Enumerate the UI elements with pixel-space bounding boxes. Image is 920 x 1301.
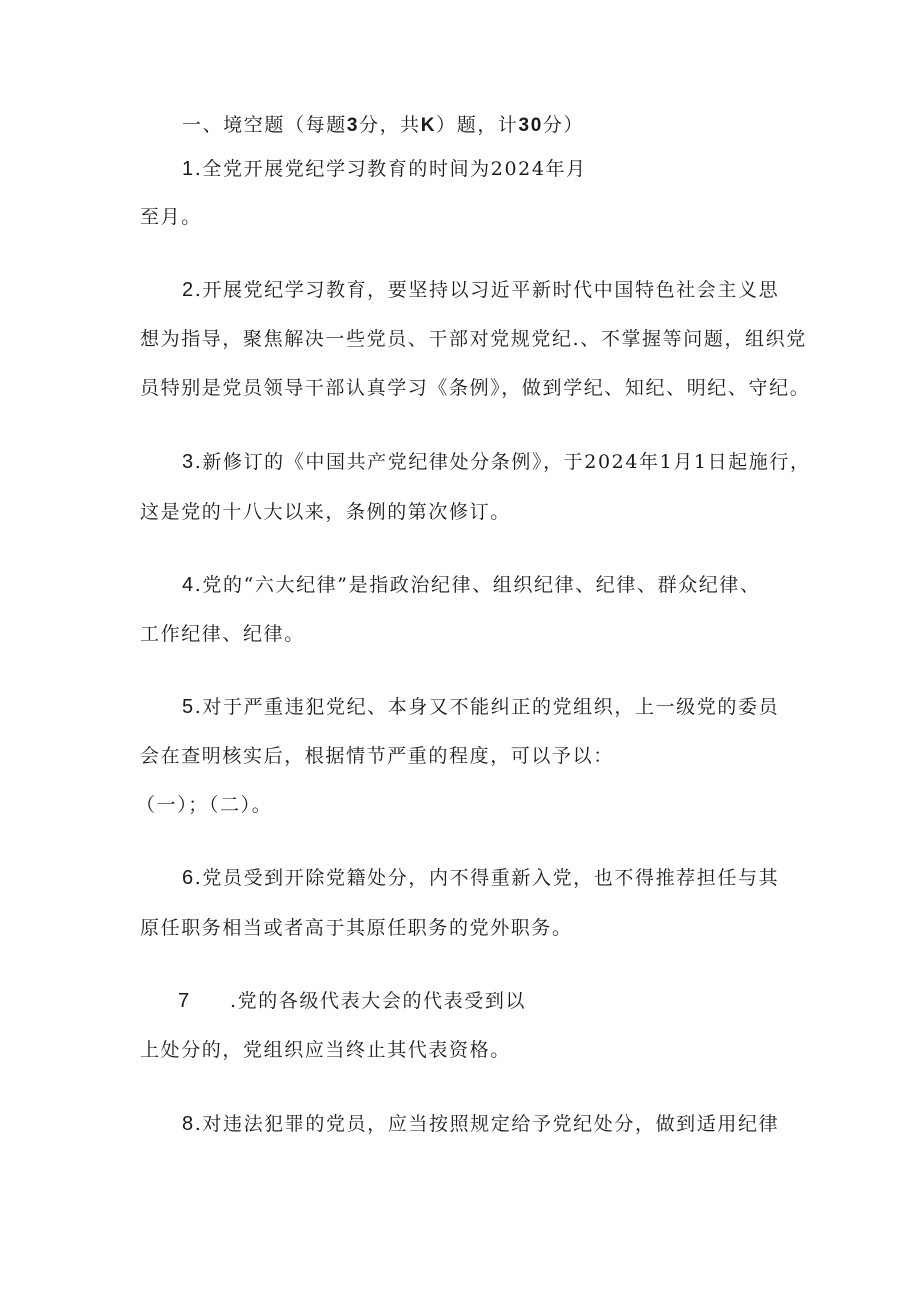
question-number: 2 [182,279,195,301]
heading-text-1: 一、境空题（每题 [182,114,347,136]
question-3-line-2: 这是党的十八大以来，条例的第次修订。 [140,501,511,523]
question-text: .对于严重违犯党纪、本身又不能纠正的党组织，上一级党的委员 [194,696,780,718]
question-number: 1 [182,158,195,180]
question-number: 6 [182,867,195,889]
heading-text-3: ）题，计 [436,114,519,136]
heading-text-2: 分，共 [358,114,421,136]
section-heading [182,113,584,138]
question-5-line-3: （一）；（二）。 [136,794,273,816]
question-6-line-2: 原任职务相当或者高于其原任职务的党外职务。 [140,917,573,939]
question-text: .新修订的《中国共产党纪律处分条例》，于2024年1月1日起施行， [194,451,811,473]
question-1-line-2: 至月。 [140,206,202,228]
question-5-line-2: 会在查明核实后，根据情节严重的程度，可以予以： [140,745,614,767]
question-5-line-1 [182,695,779,719]
question-1-line-1 [182,157,587,181]
question-8-line-1 [182,1112,779,1136]
question-4-line-1 [182,573,761,597]
question-4-line-2: 工作纪律、纪律。 [140,623,305,645]
question-2-line-2: 想为指导，聚焦解决一些党员、干部对党规党纪.、不掌握等问题，组织党 [140,328,807,350]
question-text: .党员受到开除党籍处分，内不得重新入党，也不得推荐担任与其 [194,867,780,889]
question-2-line-1 [182,278,779,302]
question-number: 4 [182,574,195,596]
question-text: .党的“六大纪律”是指政治纪律、组织纪律、纪律、群众纪律、 [194,574,761,596]
question-3-line-1 [182,450,811,474]
question-2-line-3: 员特别是党员领导干部认真学习《条例》，做到学纪、知纪、明纪、守纪。 [140,377,811,399]
question-number: 8 [182,1113,195,1135]
question-number: 5 [182,696,195,718]
heading-count: K [420,115,437,136]
question-text: .开展党纪学习教育，要坚持以习近平新时代中国特色社会主义思 [194,279,780,301]
question-7-line-2: 上处分的，党组织应当终止其代表资格。 [140,1039,511,1061]
question-text: .党的各级代表大会的代表受到以 [230,990,527,1012]
question-text: .全党开展党纪学习教育的时间为2024年月 [194,158,587,180]
heading-total: 30 [518,115,543,136]
heading-text-4: 分） [542,114,585,136]
question-text: .对违法犯罪的党员，应当按照规定给予党纪处分，做到适用纪律 [194,1113,780,1135]
question-7-line-1 [178,989,526,1013]
heading-score: 3 [346,115,359,136]
question-6-line-1 [182,866,779,890]
question-number: 3 [182,451,195,473]
question-number: 7 [178,990,191,1012]
